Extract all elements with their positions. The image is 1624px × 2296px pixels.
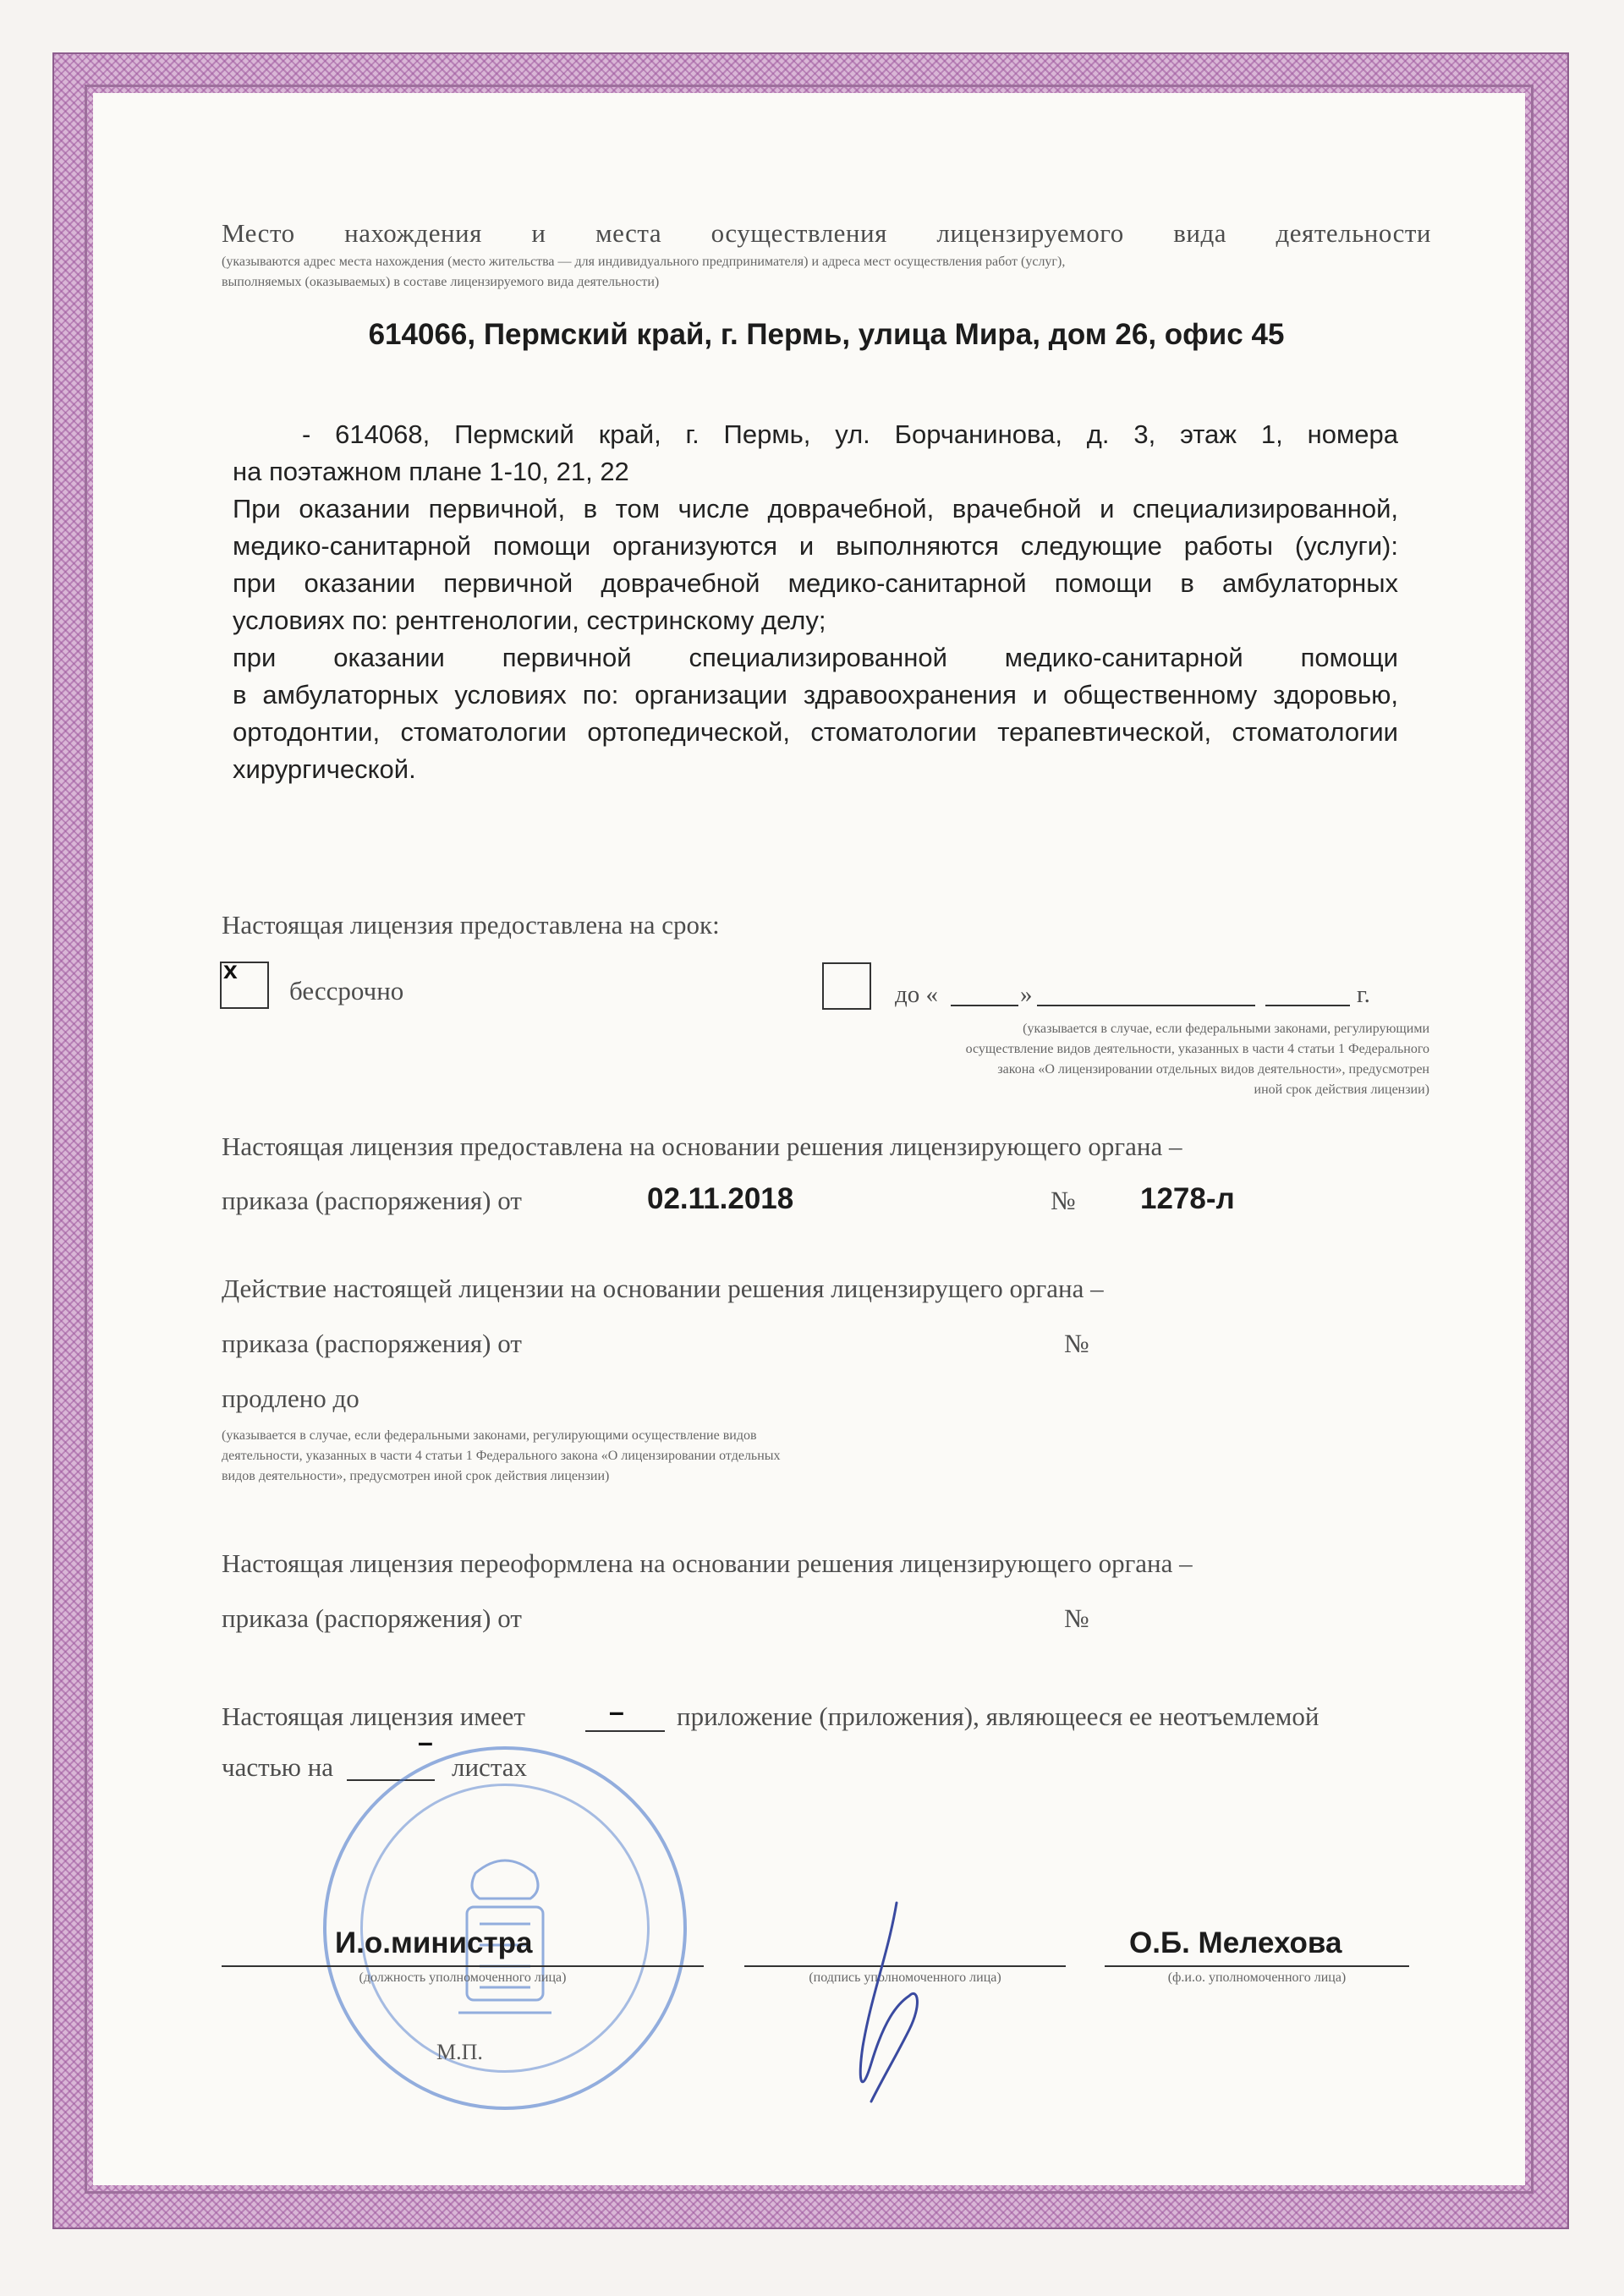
- text-line: медико-санитарной помощи организуются и выполняются следующие работы (услуги):: [233, 531, 1398, 561]
- text-line: условиях по: рентгенологии, сестринскому делу;: [233, 606, 826, 635]
- appendix-count-value: –: [609, 1696, 624, 1727]
- appendix-part1: Настоящая лицензия имеет: [222, 1701, 525, 1731]
- until-note-line: (указывается в случае, если федеральными законами, регулирующими: [1023, 1022, 1429, 1036]
- until-month-field[interactable]: [1037, 1005, 1255, 1006]
- text-line: ортодонтии, стоматологии ортопедической, стоматологии терапевтической, стоматологии: [233, 717, 1398, 747]
- reissue-order-label: приказа (распоряжения) от: [222, 1603, 522, 1633]
- text-line: при оказании первичной специализированной медико-санитарной помощи: [233, 643, 1398, 672]
- until-suffix: г.: [1357, 981, 1370, 1008]
- text-line: при оказании первичной доврачебной медико-санитарной помощи в амбулаторных: [233, 568, 1398, 598]
- unlimited-checkbox[interactable]: [220, 956, 269, 1009]
- appendix-part3: частью на: [222, 1752, 334, 1782]
- until-note-line: закона «О лицензировании отдельных видов деятельности», предусмотрен: [997, 1062, 1429, 1077]
- seal-mp-label: М.П.: [436, 2040, 483, 2064]
- until-day-field[interactable]: [951, 1005, 1018, 1006]
- text-line: хирургической.: [233, 754, 416, 784]
- location-note-line-1: (указываются адрес места нахождения (место жительства — для индивидуального предпринимателя) и адреса мест осуществления работ (услуг),: [222, 255, 1066, 269]
- until-note-line: осуществление видов деятельности, указанных в части 4 статьи 1 Федерального: [965, 1042, 1429, 1056]
- activity-description: [233, 416, 1398, 788]
- text-line: При оказании первичной, в том числе доврачебной, врачебной и специализированной,: [233, 494, 1398, 523]
- unlimited-label: бессрочно: [289, 976, 404, 1006]
- signatory-name: О.Б. Мелехова: [1129, 1926, 1342, 1959]
- text-line: - 614068, Пермский край, г. Пермь, ул. Борчанинова, д. 3, этаж 1, номера: [302, 419, 1398, 449]
- location-heading: Место нахождения и места осуществления лицензируемого вида деятельности: [222, 218, 1431, 248]
- until-date-checkbox[interactable]: [822, 962, 871, 1010]
- position-line: [222, 1965, 704, 1967]
- text-line: в амбулаторных условиях по: организации здравоохранения и общественному здоровью,: [233, 680, 1398, 710]
- extension-order-label: приказа (распоряжения) от: [222, 1329, 522, 1358]
- basis-number-label: №: [1051, 1186, 1076, 1215]
- appendix-part2: приложение (приложения), являющееся ее неотъемлемой: [677, 1701, 1320, 1731]
- extension-note-line: видов деятельности», предусмотрен иной срок действия лицензии): [222, 1469, 610, 1483]
- name-caption: (ф.и.о. уполномоченного лица): [1167, 1970, 1347, 1985]
- until-note: [820, 1019, 1429, 1100]
- until-prefix: до «: [895, 981, 939, 1008]
- basis-line: Настоящая лицензия предоставлена на основании решения лицензирующего органа –: [222, 1132, 1182, 1161]
- basis-order-number: 1278-л: [1140, 1182, 1235, 1215]
- extension-line: Действие настоящей лицензии на основании решения лицензирущего органа –: [222, 1274, 1104, 1303]
- basis-order-label: приказа (распоряжения) от: [222, 1186, 522, 1215]
- text-line: на поэтажном плане 1-10, 21, 22: [233, 457, 629, 486]
- signatory-position: И.о.министра: [335, 1926, 533, 1959]
- until-mid: »: [1020, 981, 1033, 1008]
- check-mark: x: [223, 956, 238, 984]
- until-year-field[interactable]: [1265, 1005, 1350, 1006]
- name-line: [1105, 1965, 1409, 1967]
- signature-caption: (подпись уполномоченного лица): [809, 1970, 1001, 1985]
- appendix-count-field[interactable]: [585, 1730, 665, 1732]
- extension-note: [222, 1426, 1034, 1487]
- appendix-part4: листах: [452, 1752, 528, 1782]
- extension-extended-label: продлено до: [222, 1384, 359, 1413]
- until-note-line: иной срок действия лицензии): [1254, 1082, 1429, 1097]
- reissue-line: Настоящая лицензия переоформлена на основании решения лицензирующего органа –: [222, 1548, 1193, 1578]
- reissue-number-label: №: [1064, 1603, 1089, 1633]
- appendix-sheets-value: –: [418, 1727, 433, 1757]
- extension-number-label: №: [1064, 1329, 1089, 1358]
- handwritten-signature: [837, 1894, 947, 2106]
- term-label: Настоящая лицензия предоставлена на срок:: [222, 910, 720, 940]
- extension-note-line: (указывается в случае, если федеральными законами, регулирующими осуществление видов: [222, 1428, 757, 1443]
- basis-order-date: 02.11.2018: [647, 1182, 794, 1215]
- extension-note-line: деятельности, указанных в части 4 статьи 1 Федерального закона «О лицензировании отдельных: [222, 1449, 781, 1463]
- main-address: 614066, Пермский край, г. Пермь, улица Мира, дом 26, офис 45: [368, 318, 1285, 351]
- location-note-line-2: выполняемых (оказываемых) в составе лицензируемого вида деятельности): [222, 275, 660, 289]
- position-caption: (должность уполномоченного лица): [359, 1970, 567, 1985]
